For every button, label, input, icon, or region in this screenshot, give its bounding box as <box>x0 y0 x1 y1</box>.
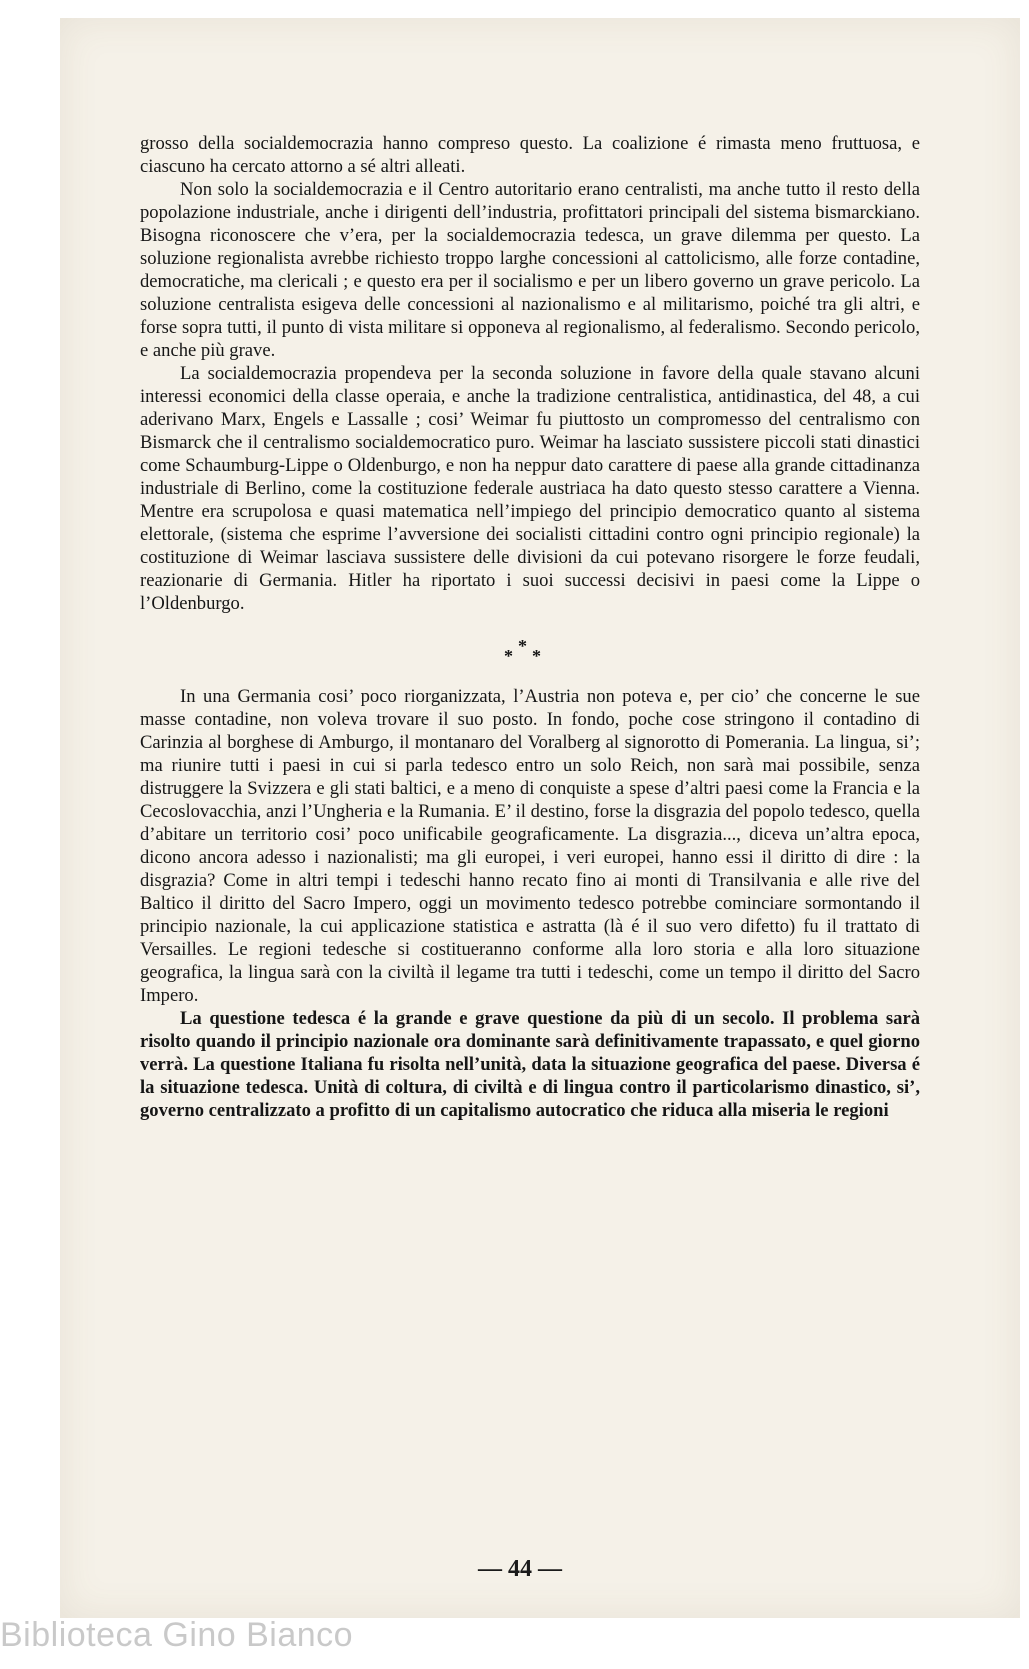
paragraph-5: La questione tedesca é la grande e grave questione da più di un secolo. Il problema sarà risolto quando il principio nazionale ora dominante sarà definitivamente trapassato, e quel giorno verrà. La questione Italiana fu risolta nell’unità, data la situazione geografica del paese. Diversa é la situazione tedesca. Unità di coltura, di civiltà e di lingua contro il particolarismo dinastico, si’, governo centralizzato a profitto di un capitalismo autocratico che riduca alla miseria le regioni <box>140 1008 920 1121</box>
library-watermark: Biblioteca Gino Bianco <box>0 1616 354 1654</box>
paragraph-3: La socialdemocrazia propendeva per la seconda soluzione in favore della quale stavano alcuni interessi economici della classe operaia, e anche la tradizione centralistica, antidinastica, del 48, a cui aderivano Marx, Engels e Lassalle ; cosi’ Weimar fu piuttosto un compromesso del centralismo con Bismarck che il centralismo socialdemocratico puro. Weimar ha lasciato sussistere piccoli stati dinastici come Schaumburg-Lippe o Oldenburgo, e non ha neppur dato carattere di paese alla grande cittadinanza industriale di Berlino, come la costituzione federale austriaca ha dato questo stesso carattere a Vienna. Mentre era scrupolosa e quasi matematica nell’impiego del principio democratico quanto al sistema elettorale, (sistema che esprime l’avversione dei socialisti cittadini contro ogni principio regionale) la costituzione di Weimar lasciava sussistere delle divisioni da cui potevano risorgere le forze feudali, reazionarie di Germania. Hitler ha riportato i suoi successi decisivi in paesi come la Lippe o l’Oldenburgo. <box>140 363 920 614</box>
paragraph-2: Non solo la socialdemocrazia e il Centro autoritario erano centralisti, ma anche tutto il resto della popolazione industriale, anche i dirigenti dell’industria, profittatori principali del sistema bismarckiano. Bisogna riconoscere che v’era, per la socialdemocrazia tedesca, un grave dilemma per questo. La soluzione regionalista avrebbe richiesto troppo larghe concessioni al cattolicismo, alle forze contadine, democratiche, ma clericali ; e questo era per il socialismo e per un libero governo un grave pericolo. La soluzione centralista esigeva delle concessioni al nazionalismo e al militarismo, poiché tra gli altri, e forse sopra tutti, il punto di vista militare si opponeva al regionalismo, al federalismo. Secondo pericolo, e anche più grave. <box>140 179 920 361</box>
paragraph-4: In una Germania cosi’ poco riorganizzata, l’Austria non poteva e, per cio’ che concerne le sue masse contadine, non voleva trovare il suo posto. In fondo, poche cose stringono il contadino di Carinzia al borghese di Amburgo, il montanaro del Voralberg al signorotto di Pomerania. La lingua, si’; ma riunire tutti i paesi in cui si parla tedesco entro un solo Reich, non sarà mai possibile, senza distruggere la Svizzera e gli stati baltici, e a meno di conquiste a spese d’altri paesi come la Francia e la Cecoslovacchia, anzi l’Ungheria e la Rumania. E’ il destino, forse la disgrazia del popolo tedesco, quella d’abitare un territorio cosi’ poco unificabile geograficamente. La disgrazia..., diceva un’altra epoca, dicono ancora adesso i nazionalisti; ma gli europei, i veri europei, hanno essi il diritto di dire : la disgrazia? Come in altri tempi i tedeschi hanno recato fino ai monti di Transilvania e alle rive del Baltico il diritto del Sacro Impero, oggi un movimento tedesco potrebbe cominciare sormontando il principio nazionale, la cui applicazione statistica e astratta (là é il suo vero difetto) fu il trattato di Versailles. Le regioni tedesche si costitueranno conforme alla loro storia e alla loro situazione geografica, la lingua sarà con la civiltà il legame tra tutti i tedeschi, come un tempo il diritto del Sacro Impero. <box>140 686 920 1006</box>
asterisk-right: * <box>532 646 541 666</box>
paragraph-1: grosso della socialdemocrazia hanno compreso questo. La coalizione é rimasta meno fruttuosa, e ciascuno ha cercato attorno a sé altri alleati. <box>140 133 920 177</box>
page-number: — 44 — <box>478 1556 562 1582</box>
asterisk-top: * <box>518 636 527 656</box>
section-break-asterism <box>140 623 920 675</box>
body-text <box>140 132 920 1122</box>
asterisk-left: * <box>504 646 513 666</box>
